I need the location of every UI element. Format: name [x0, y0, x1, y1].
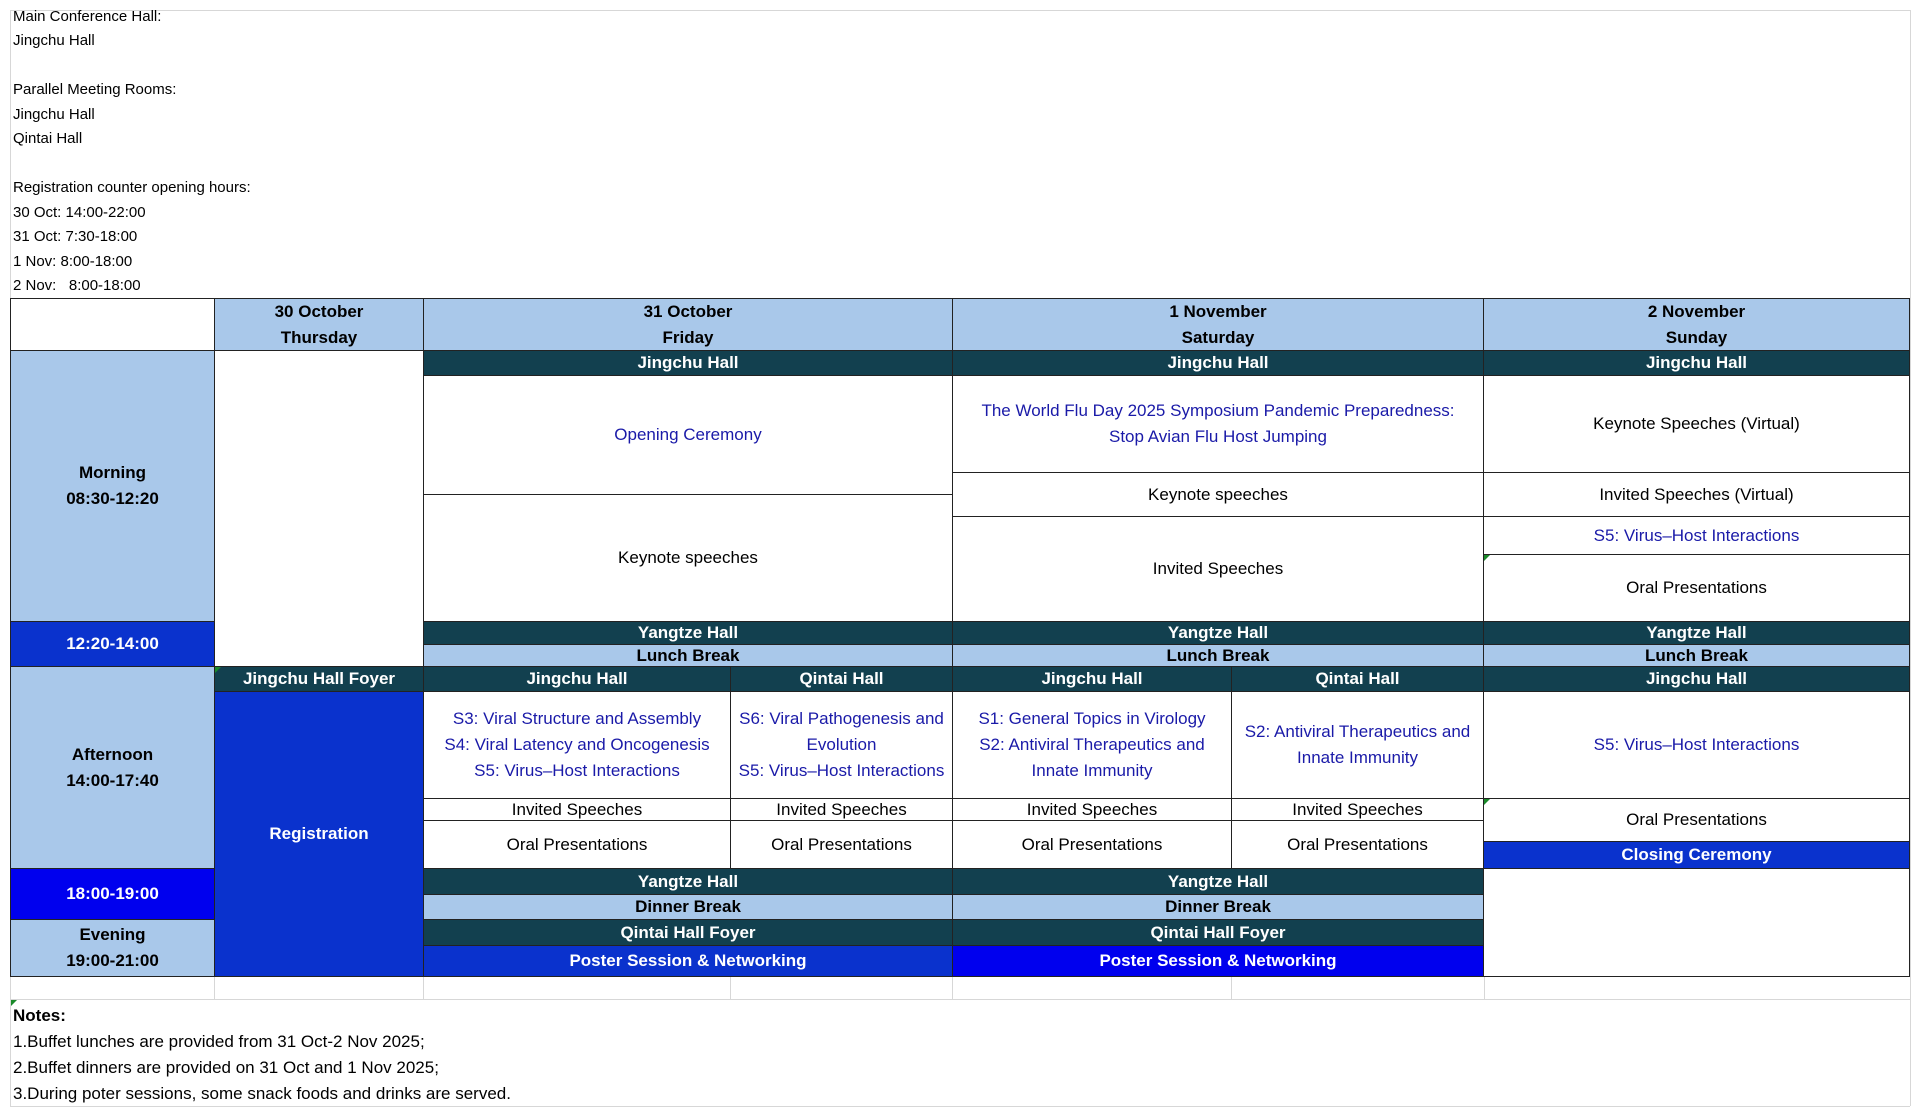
registration-cell: Registration [214, 691, 424, 977]
session-title-s5: S5: Virus–Host Interactions [738, 761, 945, 780]
session-oral-1-nov-jingchu: Oral Presentations [952, 820, 1232, 869]
session-title-s2-line-2: Innate Immunity [1297, 748, 1418, 767]
room-header-yangtze-31-oct: Yangtze Hall [423, 621, 953, 645]
session-title-s1: S1: General Topics in Virology [978, 709, 1206, 728]
session-title-s4: S4: Viral Latency and Oncogenesis [444, 735, 710, 754]
room-header-jingchu-1-nov: Jingchu Hall [952, 350, 1484, 376]
time-slot-morning [10, 350, 215, 622]
time-slot-label: Evening [79, 925, 146, 944]
day-header-31-oct [423, 298, 953, 351]
time-slot-lunch: 12:20-14:00 [10, 621, 215, 667]
session-invited-1-nov-morning: Invited Speeches [952, 516, 1484, 622]
registration-hours-label: Registration counter opening hours: [13, 179, 251, 196]
room-header-qintai-foyer-1-nov: Qintai Hall Foyer [952, 919, 1484, 946]
session-title-s3: S3: Viral Structure and Assembly [452, 709, 702, 728]
session-s5-2-nov-afternoon [1483, 691, 1910, 799]
session-title-s6-line-2: Evolution [806, 735, 877, 754]
room-header-yangtze-2-nov: Yangtze Hall [1483, 621, 1910, 645]
day-date: 2 November [1647, 301, 1746, 321]
sheet-gridline [214, 977, 215, 999]
day-date: 1 November [1169, 301, 1267, 321]
room-header-qintai-31-oct-pm: Qintai Hall [730, 666, 953, 692]
room-header-yangtze-1-nov: Yangtze Hall [952, 621, 1484, 645]
session-s2-qintai [1231, 691, 1484, 799]
sheet-gridline [1484, 977, 1485, 999]
session-keynote-virtual: Keynote Speeches (Virtual) [1483, 375, 1910, 473]
sheet-gridline [423, 977, 424, 999]
session-title: S5: Virus–Host Interactions [1593, 735, 1800, 754]
parallel-rooms-label: Parallel Meeting Rooms: [13, 81, 177, 98]
time-slot-label: Morning [78, 463, 147, 482]
time-slot-afternoon [10, 666, 215, 869]
day-weekday: Saturday [1181, 327, 1255, 347]
session-oral-2-nov-afternoon: Oral Presentations [1483, 798, 1910, 842]
note-3: 3.During poter sessions, some snack foods and drinks are served. [13, 1084, 511, 1103]
sheet-gridline [10, 999, 1910, 1000]
empty-cell-30-oct-morning [214, 350, 424, 667]
main-hall-value: Jingchu Hall [13, 32, 95, 49]
time-slot-hours: 08:30-12:20 [66, 489, 159, 508]
session-s5-2-nov-morning [1483, 516, 1910, 555]
room-header-jingchu-31-oct: Jingchu Hall [423, 350, 953, 376]
empty-cell-2-nov-evening [1483, 868, 1910, 977]
room-header-jingchu-2-nov-pm: Jingchu Hall [1483, 666, 1910, 692]
parallel-room-2: Qintai Hall [13, 130, 83, 147]
session-oral-1-nov-qintai: Oral Presentations [1231, 820, 1484, 869]
room-header-jingchu-1-nov-pm: Jingchu Hall [952, 666, 1232, 692]
session-opening-ceremony [423, 375, 953, 495]
session-title-s2-line-1: S2: Antiviral Therapeutics and [979, 735, 1205, 754]
session-oral-31-oct-qintai: Oral Presentations [730, 820, 953, 869]
day-header-30-oct [214, 298, 424, 351]
note-1: 1.Buffet lunches are provided from 31 Oct-2 Nov 2025; [13, 1032, 425, 1051]
session-title-line-1: The World Flu Day 2025 Symposium Pandemic Preparedness: [981, 401, 1455, 420]
session-keynote-31-oct: Keynote speeches [423, 494, 953, 622]
room-header-jingchu-2-nov: Jingchu Hall [1483, 350, 1910, 376]
session-world-flu-day [952, 375, 1484, 473]
lunch-break-2-nov: Lunch Break [1483, 644, 1910, 667]
session-s1-s2 [952, 691, 1232, 799]
registration-hours-1: 30 Oct: 14:00-22:00 [13, 204, 146, 221]
session-invited-31-oct-qintai: Invited Speeches [730, 798, 953, 821]
session-invited-1-nov-qintai: Invited Speeches [1231, 798, 1484, 821]
session-s3-s4-s5 [423, 691, 731, 799]
dinner-break-31-oct: Dinner Break [423, 894, 953, 920]
day-date: 30 October [274, 301, 364, 321]
time-slot-evening [10, 919, 215, 977]
comment-marker [1484, 799, 1490, 805]
session-keynote-1-nov: Keynote speeches [952, 472, 1484, 517]
session-title-s2-line-2: Innate Immunity [1031, 761, 1153, 780]
session-invited-virtual: Invited Speeches (Virtual) [1483, 472, 1910, 517]
room-header-jingchu-31-oct-pm: Jingchu Hall [423, 666, 731, 692]
session-title-s5: S5: Virus–Host Interactions [474, 761, 680, 780]
time-slot-dinner: 18:00-19:00 [10, 868, 215, 920]
sheet-border-right [1910, 10, 1911, 1106]
session-s6-s5 [730, 691, 953, 799]
comment-marker [1484, 555, 1490, 561]
room-header-jingchu-foyer: Jingchu Hall Foyer [214, 666, 424, 692]
room-header-yangtze-31-oct-dinner: Yangtze Hall [423, 868, 953, 895]
lunch-break-31-oct: Lunch Break [423, 644, 953, 667]
note-2: 2.Buffet dinners are provided on 31 Oct and 1 Nov 2025; [13, 1058, 439, 1077]
time-slot-hours: 14:00-17:40 [66, 770, 159, 790]
registration-hours-2: 31 Oct: 7:30-18:00 [13, 228, 138, 245]
time-slot-label: Afternoon [71, 744, 154, 764]
sheet-gridline [952, 977, 953, 999]
sheet-gridline [1231, 977, 1232, 999]
room-header-qintai-1-nov-pm: Qintai Hall [1231, 666, 1484, 692]
session-invited-1-nov-jingchu: Invited Speeches [952, 798, 1232, 821]
session-title: S5: Virus–Host Interactions [1593, 525, 1800, 545]
session-title: Opening Ceremony [614, 425, 762, 444]
session-title-line-2: Stop Avian Flu Host Jumping [1109, 427, 1327, 446]
time-slot-hours: 19:00-21:00 [66, 951, 159, 970]
dinner-break-1-nov: Dinner Break [952, 894, 1484, 920]
day-header-2-nov [1483, 298, 1910, 351]
room-header-qintai-foyer-31-oct: Qintai Hall Foyer [423, 919, 953, 946]
poster-session-1-nov: Poster Session & Networking [952, 945, 1484, 977]
notes-title: Notes: [13, 1006, 66, 1025]
poster-session-31-oct: Poster Session & Networking [423, 945, 953, 977]
lunch-break-1-nov: Lunch Break [952, 644, 1484, 667]
room-header-yangtze-1-nov-dinner: Yangtze Hall [952, 868, 1484, 895]
session-invited-31-oct-jingchu: Invited Speeches [423, 798, 731, 821]
day-header-1-nov [952, 298, 1484, 351]
registration-hours-4: 2 Nov: 8:00-18:00 [13, 277, 141, 294]
comment-marker [215, 667, 221, 673]
session-oral-31-oct-jingchu: Oral Presentations [423, 820, 731, 869]
day-weekday: Friday [662, 327, 714, 347]
day-weekday: Sunday [1665, 327, 1728, 347]
sheet-gridline [730, 977, 731, 999]
session-closing-ceremony: Closing Ceremony [1483, 841, 1910, 869]
session-title-s6-line-1: S6: Viral Pathogenesis and [739, 709, 944, 728]
header-corner-cell [10, 298, 215, 351]
sheet-border-top [10, 10, 1910, 11]
day-weekday: Thursday [280, 327, 358, 347]
session-title-s2-line-1: S2: Antiviral Therapeutics and [1244, 722, 1471, 741]
parallel-room-1: Jingchu Hall [13, 106, 95, 123]
session-oral-2-nov-morning: Oral Presentations [1483, 554, 1910, 622]
main-hall-label: Main Conference Hall: [13, 8, 162, 25]
day-date: 31 October [643, 301, 733, 321]
registration-hours-3: 1 Nov: 8:00-18:00 [13, 253, 133, 270]
